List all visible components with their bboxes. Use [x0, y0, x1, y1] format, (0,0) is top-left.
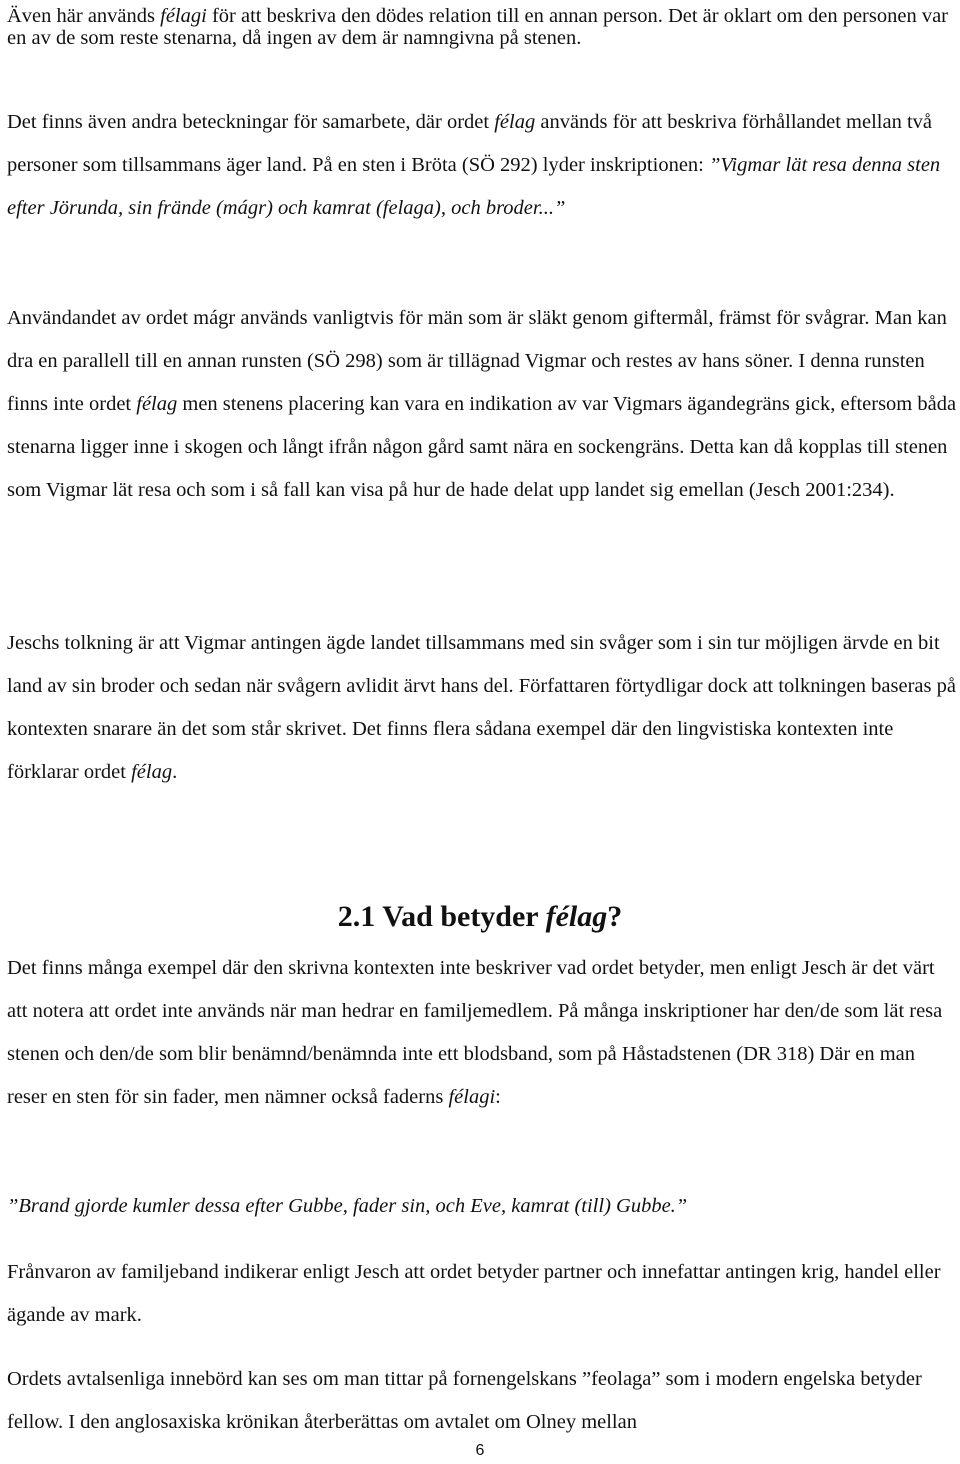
text: för att beskriva den dödes relation till en annan person. Det är oklart om den personen var en av de som reste stenarna, då ingen av dem är namngivna på stenen. [7, 5, 949, 49]
page-number: 6 [475, 1442, 485, 1459]
section-heading [0, 893, 960, 941]
paragraph-intro [7, 5, 957, 49]
text: : [495, 1086, 501, 1108]
paragraph-familjeband [7, 1251, 957, 1337]
italic-term: félag [136, 393, 178, 415]
block-quote [7, 1185, 957, 1228]
heading-italic: félag [545, 900, 608, 933]
text: Ordets avtalsenliga innebörd kan ses om man tittar på fornengelskans ”feolaga” som i modern engelska betyder fellow. I den anglosaxiska krönikan återberättas om avtalet om Olney mellan [7, 1368, 922, 1433]
text: Det finns även andra beteckningar för samarbete, där ordet [7, 111, 495, 133]
text: men stenens placering kan vara en indikation av var Vigmars ägandegräns gick, eftersom båda stenarna ligger inne i skogen och långt ifrån någon gård samt nära en sockengräns. Detta kan då kopplas till stenen som Vigmar lät resa och som i så fall kan visa på hur de hade delat upp landet sig emellan (Jesch 2001:234). [7, 393, 957, 501]
text: . [172, 761, 178, 783]
paragraph-jesch-tolkning [7, 622, 957, 794]
text: Jeschs tolkning är att Vigmar antingen ägde landet tillsammans med sin svåger som i sin tur möjligen ärvde en bit land av sin broder och sedan när svågern avlidit ärvt hans del. Författaren förtydligar dock att tolkningen baseras på kontexten snarare än det som står skrivet. Det finns flera sådana exempel där den lingvistiska kontexten inte förklarar ordet [7, 632, 956, 783]
quote-text: ”Brand gjorde kumler dessa efter Gubbe, fader sin, och Eve, kamrat (till) Gubbe.” [7, 1195, 688, 1217]
italic-term: félag [494, 111, 536, 133]
italic-term: félagi [448, 1086, 496, 1108]
paragraph-samarbete [7, 101, 957, 230]
italic-term: félag [131, 761, 173, 783]
inscription-quote: ”Vigmar lät resa denna sten efter Jörunda, sin frände (mágr) och kamrat (felaga), och broder...” [7, 154, 941, 219]
paragraph-feolaga [7, 1358, 957, 1444]
text: Användandet av ordet mágr används vanligtvis för män som är släkt genom giftermål, främst för svågrar. Man kan dra en parallell till en annan runsten (SÖ 298) som är tillägnad Vigmar och restes av hans söner. I denna runsten finns inte ordet [7, 307, 947, 415]
paragraph-kontext [7, 947, 957, 1119]
heading-text: 2.1 Vad betyder [337, 900, 546, 933]
heading-suffix: ? [607, 900, 623, 933]
italic-term: félagi [160, 5, 207, 27]
paragraph-magr [7, 297, 957, 512]
text: Frånvaron av familjeband indikerar enligt Jesch att ordet betyder partner och innefattar antingen krig, handel eller ägande av mark. [7, 1261, 941, 1326]
text: används för att beskriva förhållandet mellan två personer som tillsammans äger land. På en sten i Bröta (SÖ 292) lyder inskriptionen: [7, 111, 932, 176]
text: Även här används [7, 5, 161, 27]
text: Det finns många exempel där den skrivna kontexten inte beskriver vad ordet betyder, men enligt Jesch är det värt att notera att ordet inte används när man hedrar en familjemedlem. På många inskriptioner har den/de som lät resa stenen och den/de som blir benämnd/benämnda inte ett blodsband, som på Håstadstenen (DR 318) Där en man reser en sten för sin fader, men nämner också faderns [7, 957, 943, 1108]
